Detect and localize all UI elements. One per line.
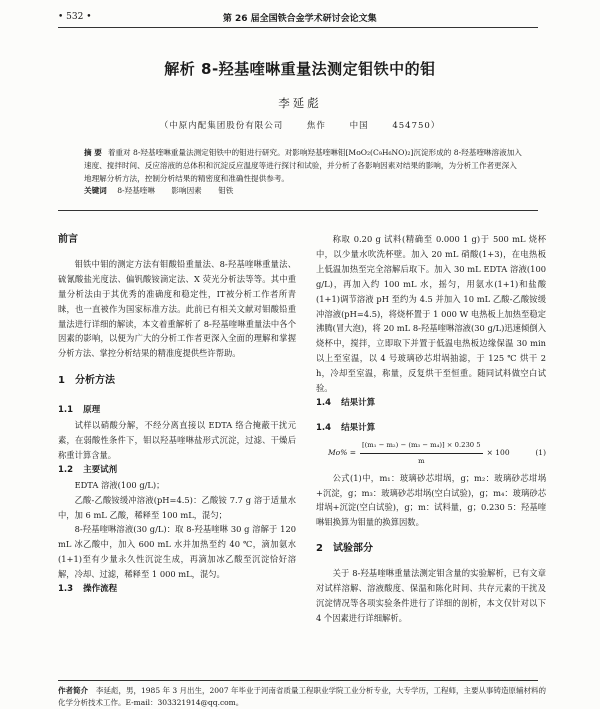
section-1-4-heading-repeat (316, 421, 546, 436)
section-1-2-heading (58, 463, 296, 478)
section-title: 结果计算 (341, 422, 376, 433)
keywords (84, 185, 524, 196)
principle-paragraph: 试样以硝酸分解，不经分离直接以 EDTA 络合掩蔽干扰元素，在弱酸性条件下，钼以羟基喹啉盐形式沉淀，过滤、干燥后称重计算含量。 (58, 420, 296, 460)
section-number: 1.3 (58, 584, 74, 595)
right-column (316, 232, 546, 626)
intro-paragraph: 钼铁中钼的测定方法有钼酸铅重量法、8-羟基喹啉重量法、硫氰酸盐光度法、偏钒酸铵滴定法、X 荧光分析法等等。其中重量分析法由于其优秀的准确度和稳定性，IT被分析工作者所青睐，也一直被作为国家标准方法。此前已有相关文献对钼酸铅重量法进行详细的解读，本文着重解析了 8-羟基喹啉重量法中各个因素的影响，以便为广大的分析工作者更深入全面的理解和掌握分析方法、掌控分析结果的精准度提供些许帮助。 (58, 258, 296, 359)
section-title: 主要试剂 (83, 464, 118, 475)
author-name: 李延彪 (278, 96, 322, 110)
section-number: 1.4 (316, 397, 332, 408)
keyword: 影响因素 (171, 186, 202, 195)
reagent-buffer: 乙酸-乙酸铵缓冲溶液(pH=4.5)：乙酸铵 7.7 g 溶于适量水中，加 6 mL 乙酸，稀释至 100 mL，混匀； (58, 494, 296, 520)
section-number: 1 (58, 375, 65, 387)
abstract-rule (58, 210, 538, 211)
formula-denominator: m (418, 456, 425, 465)
affiliation-country: 中国 (349, 121, 369, 131)
formula-fraction (360, 438, 483, 469)
section-number: 1.1 (58, 405, 74, 416)
footnote-rule (58, 680, 538, 681)
section-title: 结果计算 (341, 397, 376, 408)
abstract-text: 着重对 8-羟基喹啉重量法测定钼铁中的钼进行研究。对影响羟基喹啉钼[MoO₂(C₉H₆NO)₂]沉淀形成的 8-羟基喹啉溶液加入速度、搅拌时间、反应溶液的总体积和沉淀反应温度等进行探讨和试验，并分析了各影响因素对结果的影响，为分析工作者更深入地理解分析方法，控制分析结果的精密度和准确性提供参考。 (84, 148, 522, 183)
section-1-heading (58, 374, 296, 389)
header-rule (58, 27, 538, 28)
keywords-label: 关键词 (84, 186, 107, 195)
abstract (84, 146, 524, 185)
procedure-paragraph: 称取 0.20 g 试料(精确至 0.000 1 g)于 500 mL 烧杯中，以少量水吹洗杯壁。加入 20 mL 硝酸(1+3)，在电热板上低温加热至完全溶解后取下。加入 30 mL EDTA 溶液(100 g/L)，再加入约 100 mL 水，摇匀，用氨水(1+1)和盐酸(1+1)调节溶液 pH 至约为 4.5 并加入 10 mL 乙酸-乙酸铵缓冲溶液(pH=4.5)，将烧杯置于 1 000 W 电热板上加热至稳定沸腾(冒大泡)，将 20 mL 8-羟基喹啉溶液(30 g/L)迅速倾倒入烧杯中，搅拌，立即取下并置于低温电热板边缘保温 30 min 以上至室温，以 4 号玻璃砂芯坩埚抽滤，于 125 ℃ 烘干 2 h，冷却至室温，称量，反复烘干至恒重。随同试料做空白试验。 (316, 234, 546, 394)
keyword: 8-羟基喹啉 (117, 186, 155, 195)
footnote-text: 李延彪，男，1985 年 3 月出生，2007 年毕业于河南省质量工程职业学院工业分析专业，大专学历，工程师，主要从事铸造原辅材料的化学分析技术工作。E-mail：303321914@qq.com。 (58, 686, 546, 707)
affiliation-org: （中原内配集团股份有限公司 (159, 121, 284, 131)
reagent-edta: EDTA 溶液(100 g/L)； (74, 479, 165, 490)
paper-title: 解析 8-羟基喹啉重量法测定钼铁中的钼 (164, 60, 436, 78)
conference-name: 第 26 届全国铁合金学术研讨会论文集 (222, 13, 377, 24)
keyword: 钼铁 (218, 186, 234, 195)
affiliation-zip: 454750） (392, 121, 441, 131)
affiliation (0, 119, 600, 131)
section-number: 2 (316, 543, 323, 555)
section-number: 1.2 (58, 464, 74, 475)
formula-explanation: 公式(1)中，m₁：玻璃砂芯坩埚，g；m₂：玻璃砂芯坩埚+沉淀，g；m₃：玻璃砂芯坩埚(空白试验)，g；m₄：玻璃砂芯坩埚+沉淀(空白试验)，g；m：试料量，g；0.230 5：羟基喹啉钼换算为钼量的换算因数。 (316, 472, 546, 528)
section-1-4-heading (316, 396, 546, 411)
reagent-oxine: 8-羟基喹啉溶液(30 g/L)：取 8-羟基喹啉 30 g 溶解于 120 mL 冰乙酸中，加入 600 mL 水并加热至约 40 ℃，滴加氨水(1+1)至有少量永久性沉淀生成，再滴加冰乙酸至沉淀恰好溶解，冷却、过滤，稀释至 1 000 mL，混匀。 (58, 524, 296, 580)
section-title: 操作流程 (83, 584, 118, 595)
section-title: 试验部分 (332, 543, 373, 555)
running-header (58, 10, 538, 24)
section-2-heading (316, 542, 546, 557)
page-number: • 532 • (58, 12, 92, 22)
abstract-label: 摘 要 (84, 148, 102, 157)
intro-heading: 前言 (58, 234, 78, 245)
formula-lhs: Mo% = (328, 447, 356, 457)
section-1-3-heading (58, 582, 296, 597)
author-footnote (58, 685, 546, 709)
section-2-paragraph: 关于 8-羟基喹啉重量法测定钼含量的实验解析，已有文章对试样溶解、溶液酸度、保温和陈化时间、共存元素的干扰及沉淀情况等各项实验条件进行了详细的剖析，本文仅针对以下 4 个因素进行详细解析。 (316, 568, 546, 623)
formula-numerator: [(m₁ − m₂) − (m₃ − m₄)] × 0.230 5 (360, 438, 483, 454)
left-column (58, 233, 296, 597)
formula-tail: × 100 (486, 447, 510, 457)
footnote-label: 作者简介 (58, 686, 88, 695)
affiliation-city: 焦作 (306, 121, 326, 131)
section-1-1-heading (58, 403, 296, 418)
equation-number: (1) (535, 447, 546, 457)
section-number: 1.4 (316, 422, 332, 433)
section-title: 原理 (83, 405, 101, 416)
formula (316, 438, 546, 469)
section-title: 分析方法 (74, 375, 115, 387)
